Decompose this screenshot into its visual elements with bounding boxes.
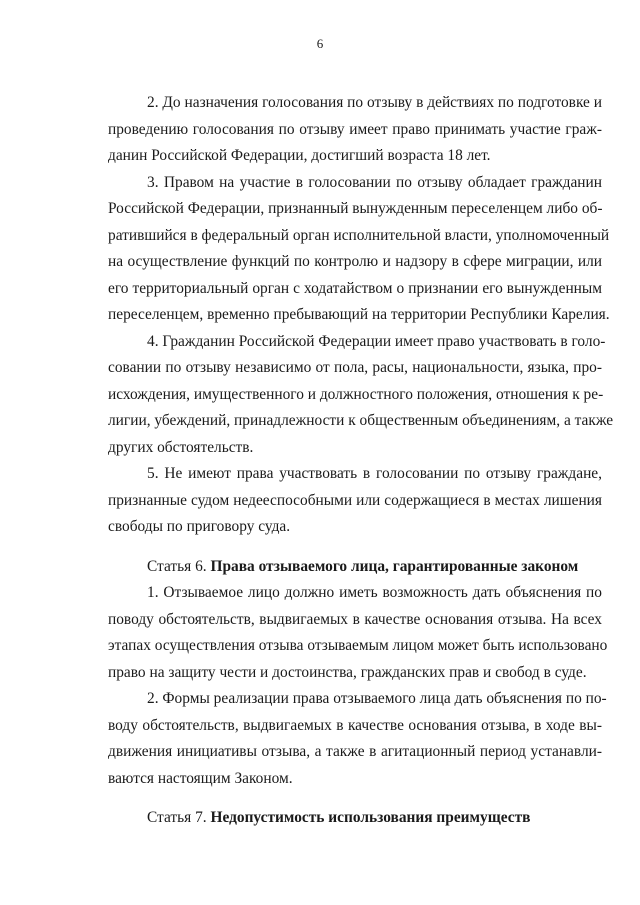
paragraph-line: исхождения, имущественного и должностного положения, отношения к ре-	[108, 386, 604, 403]
paragraph-line: движения инициативы отзыва, а также в агитационный период устанавли-	[108, 743, 602, 760]
article-title: Недопустимость использования преимуществ	[210, 809, 531, 826]
paragraph-line: проведению голосования по отзыву имеет право принимать участие граж-	[108, 121, 602, 138]
article-prefix: Статья 6.	[147, 558, 211, 575]
paragraph-line: ваются настоящим Законом.	[108, 770, 293, 787]
paragraph-line: совании по отзыву независимо от пола, расы, национальности, языка, про-	[108, 359, 602, 376]
article-heading	[147, 808, 530, 828]
paragraph-line: свободы по приговору суда.	[108, 518, 291, 535]
paragraph-line: 3. Правом на участие в голосовании по отзыву обладает гражданин	[147, 174, 602, 191]
paragraph-line: лигии, убеждений, принадлежности к общественным объединениям, а также	[108, 412, 614, 429]
paragraph-line: данин Российской Федерации, достигший возраста 18 лет.	[108, 147, 491, 164]
paragraph-line: 5. Не имеют права участвовать в голосовании по отзыву граждане,	[147, 465, 602, 482]
paragraph-line: право на защиту чести и достоинства, гражданских прав и свобод в суде.	[108, 664, 587, 681]
paragraph-line: 4. Гражданин Российской Федерации имеет право участвовать в голо-	[147, 333, 606, 350]
paragraph-line: воду обстоятельств, выдвигаемых в качестве основания отзыва, в ходе вы-	[108, 717, 602, 734]
paragraph-line: других обстоятельств.	[108, 439, 254, 456]
paragraph-line: 2. Формы реализации права отзываемого лица дать объяснения по по-	[147, 690, 607, 707]
article-heading	[147, 557, 578, 577]
paragraph-line: его территориальный орган с ходатайством о признании его вынужденным	[108, 280, 602, 297]
article-prefix: Статья 7.	[147, 809, 211, 826]
paragraph-line: этапах осуществления отзыва отзываемым лицом может быть использовано	[108, 637, 608, 654]
paragraph-line: признанные судом недееспособными или содержащиеся в местах лишения	[108, 492, 602, 509]
article-title: Права отзываемого лица, гарантированные законом	[210, 558, 579, 575]
page-number: 6	[316, 36, 324, 51]
paragraph-line: ратившийся в федеральный орган исполнительной власти, уполномоченный	[108, 227, 610, 244]
paragraph-line: переселенцем, временно пребывающий на территории Республики Карелия.	[108, 306, 610, 323]
paragraph-line: 1. Отзываемое лицо должно иметь возможность дать объяснения по	[147, 584, 602, 601]
paragraph-line: Российской Федерации, признанный вынужденным переселенцем либо об-	[108, 200, 603, 217]
paragraph-line: на осуществление функций по контролю и надзору в сфере миграции, или	[108, 253, 602, 270]
paragraph-line: поводу обстоятельств, выдвигаемых в качестве основания отзыва. На всех	[108, 611, 602, 628]
paragraph-line: 2. До назначения голосования по отзыву в действиях по подготовке и	[147, 94, 602, 111]
